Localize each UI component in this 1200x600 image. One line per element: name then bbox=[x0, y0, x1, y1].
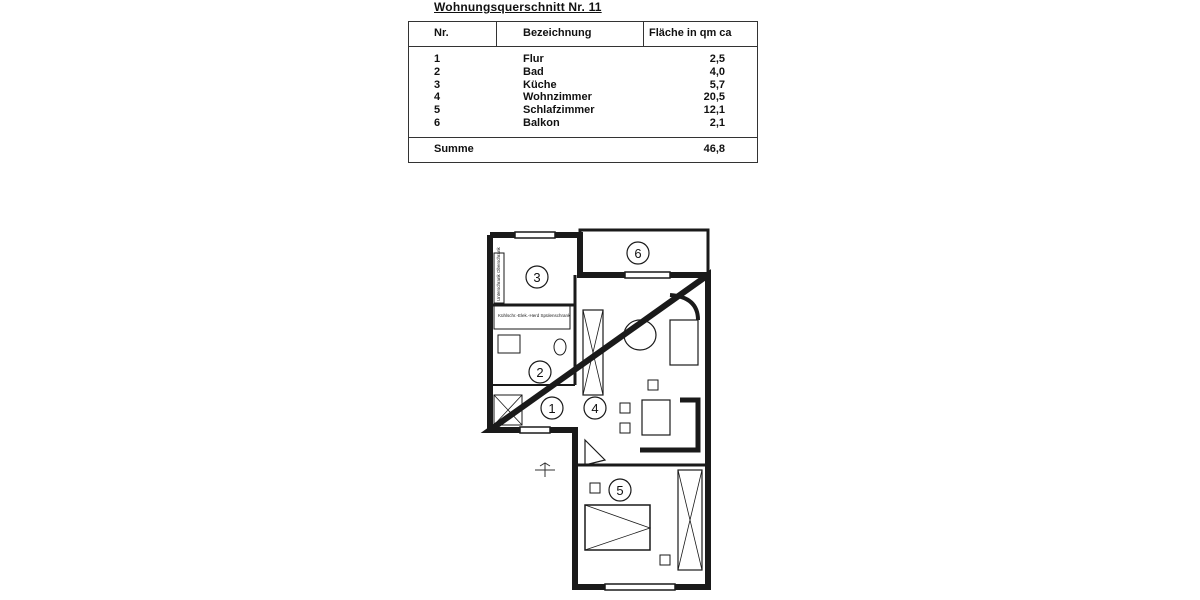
row-name: Küche bbox=[523, 79, 557, 91]
row-nr: 3 bbox=[434, 79, 441, 91]
row-name: Schlafzimmer bbox=[523, 104, 595, 116]
wardrobe-cross bbox=[678, 470, 702, 570]
row-name: Balkon bbox=[523, 117, 560, 129]
header-nr: Nr. bbox=[434, 27, 449, 39]
room-label-balkon: 6 bbox=[634, 246, 642, 261]
room-label-schlafzimmer: 5 bbox=[616, 483, 624, 498]
total-label: Summe bbox=[434, 143, 474, 155]
header-flaeche: Fläche in qm ca bbox=[649, 27, 732, 39]
north-arrow-icon bbox=[535, 463, 555, 477]
corner-cabinet bbox=[585, 440, 605, 465]
toilet bbox=[554, 339, 566, 355]
sofa bbox=[670, 320, 698, 365]
total-divider bbox=[409, 137, 757, 138]
window bbox=[605, 584, 675, 590]
balcony-outline bbox=[580, 230, 708, 275]
kitchen-note-cabinets: Unterschrank Oberschrank bbox=[496, 247, 501, 301]
column-divider bbox=[643, 22, 644, 47]
header-bezeichnung: Bezeichnung bbox=[523, 27, 592, 39]
row-area: 2,5 bbox=[709, 53, 725, 65]
window bbox=[625, 272, 670, 278]
door-opening bbox=[520, 427, 550, 433]
room-label-flur: 1 bbox=[548, 401, 556, 416]
row-nr: 5 bbox=[434, 104, 441, 116]
stool bbox=[620, 403, 630, 413]
room-label-kueche: 3 bbox=[533, 270, 541, 285]
document-title: Wohnungsquerschnitt Nr. 11 bbox=[434, 0, 602, 14]
row-nr: 1 bbox=[434, 53, 441, 65]
row-area: 5,7 bbox=[709, 79, 725, 91]
stool bbox=[620, 423, 630, 433]
total-value: 46,8 bbox=[703, 143, 725, 155]
row-area: 4,0 bbox=[709, 66, 725, 78]
washbasin bbox=[498, 335, 520, 353]
room-label-bad: 2 bbox=[536, 365, 544, 380]
row-nr: 6 bbox=[434, 117, 441, 129]
stool bbox=[648, 380, 658, 390]
window bbox=[515, 232, 555, 238]
row-name: Flur bbox=[523, 53, 544, 65]
row-area: 2,1 bbox=[709, 117, 725, 129]
floor-plan bbox=[480, 225, 730, 593]
row-area: 20,5 bbox=[703, 91, 725, 103]
row-name: Wohnzimmer bbox=[523, 91, 592, 103]
nightstand bbox=[590, 483, 600, 493]
area-table bbox=[408, 21, 758, 163]
row-nr: 4 bbox=[434, 91, 441, 103]
kitchen-note-appliances: Kühlschr.-Elek.-Herd Spülenschrank bbox=[498, 313, 571, 318]
nightstand bbox=[660, 555, 670, 565]
bed bbox=[585, 505, 650, 550]
wall-top bbox=[490, 235, 708, 275]
corner-sofa bbox=[640, 400, 698, 450]
bed-cover bbox=[585, 505, 650, 550]
row-area: 12,1 bbox=[703, 104, 725, 116]
header-divider bbox=[409, 46, 757, 47]
column-divider bbox=[496, 22, 497, 47]
room-label-wohnzimmer: 4 bbox=[591, 401, 599, 416]
row-nr: 2 bbox=[434, 66, 441, 78]
coffee-table bbox=[642, 400, 670, 435]
row-name: Bad bbox=[523, 66, 544, 78]
